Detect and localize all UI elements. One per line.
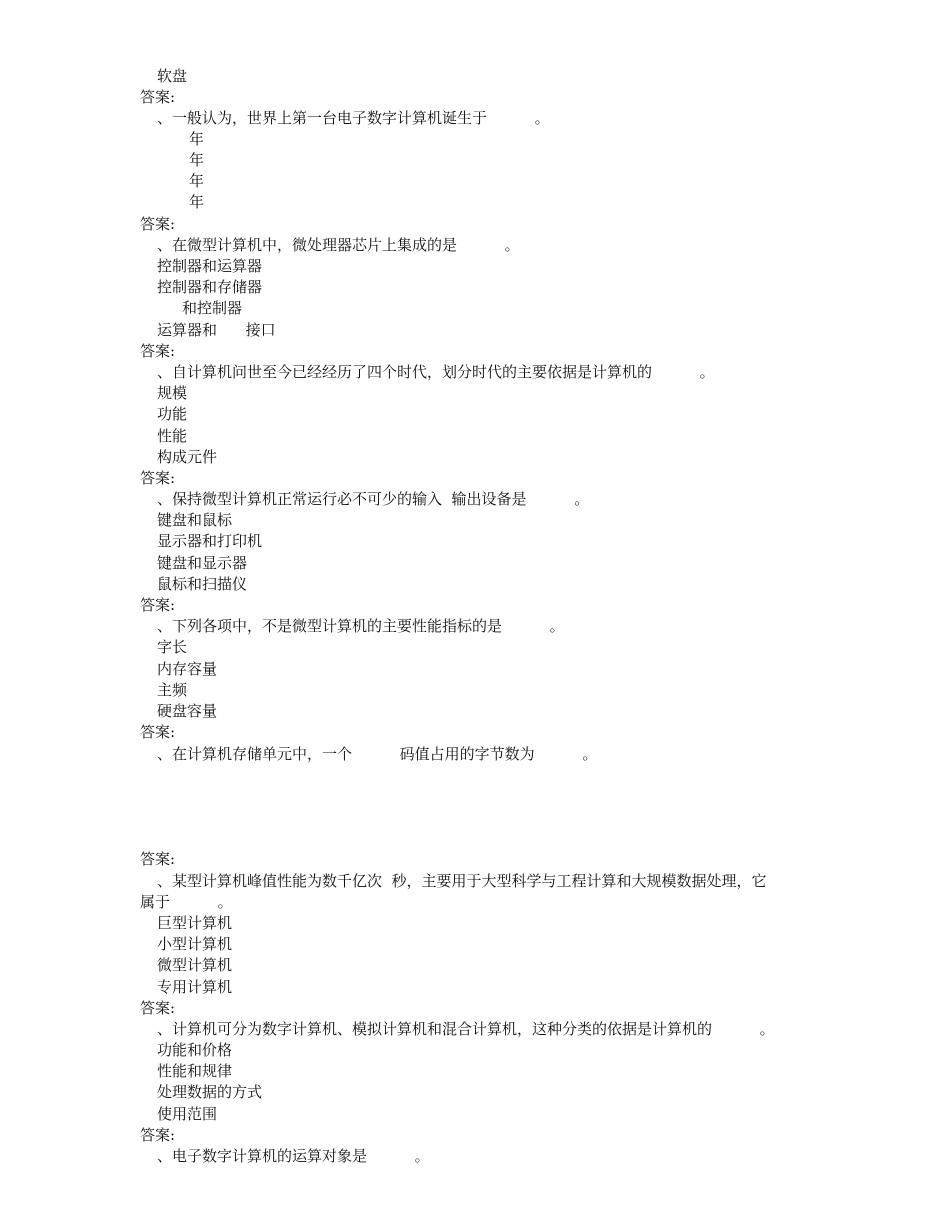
- answer-label: 答案:: [140, 723, 176, 741]
- option-line: 微型计算机: [157, 956, 233, 974]
- question-line: 、某型计算机峰值性能为数千亿次 秒，主要用于大型科学与工程计算和大规模数据处理，它: [157, 872, 767, 890]
- option-line: 字长: [157, 638, 188, 656]
- question-line: 、保持微型计算机正常运行必不可少的输入 输出设备是 。: [157, 490, 590, 508]
- option-line: 软盘: [157, 67, 188, 85]
- option-line: 硬盘容量: [157, 702, 218, 720]
- answer-label: 答案:: [140, 999, 176, 1017]
- option-line: 年: [189, 193, 205, 211]
- option-line: 性能: [157, 427, 188, 445]
- option-line: 键盘和鼠标: [157, 511, 233, 529]
- option-line: 内存容量: [157, 660, 218, 678]
- option-line: 控制器和存储器: [157, 278, 263, 296]
- option-line: 年: [189, 151, 205, 169]
- answer-label: 答案:: [140, 88, 176, 106]
- option-line: 键盘和显示器: [157, 554, 248, 572]
- answer-label: 答案:: [140, 850, 176, 868]
- option-line: 功能和价格: [157, 1041, 233, 1059]
- option-line: 年: [189, 130, 205, 148]
- question-line: 、下列各项中，不是微型计算机的主要性能指标的是 。: [157, 617, 565, 635]
- question-line: 、自计算机问世至今已经经历了四个时代，划分时代的主要依据是计算机的 。: [157, 363, 715, 381]
- answer-label: 答案:: [140, 1126, 176, 1144]
- option-line: 使用范围: [157, 1105, 218, 1123]
- answer-label: 答案:: [140, 215, 176, 233]
- option-line: 构成元件: [157, 448, 218, 466]
- option-line: 专用计算机: [157, 978, 233, 996]
- answer-label: 答案:: [140, 596, 176, 614]
- option-line: 规模: [157, 384, 188, 402]
- option-line: 和控制器: [182, 299, 243, 317]
- question-continuation: 属于 。: [140, 893, 233, 911]
- option-line: 运算器和 接口: [157, 321, 276, 339]
- option-line: 处理数据的方式: [157, 1083, 263, 1101]
- option-line: 小型计算机: [157, 935, 233, 953]
- option-line: 鼠标和扫描仪: [157, 575, 248, 593]
- question-line: 、在微型计算机中，微处理器芯片上集成的是 。: [157, 236, 520, 254]
- option-line: 主频: [157, 681, 188, 699]
- option-line: 功能: [157, 405, 188, 423]
- question-line: 、在计算机存储单元中，一个 码值占用的字节数为 。: [157, 745, 598, 763]
- answer-label: 答案:: [140, 469, 176, 487]
- option-line: 年: [189, 172, 205, 190]
- question-line: 、计算机可分为数字计算机、模拟计算机和混合计算机，这种分类的依据是计算机的 。: [157, 1020, 775, 1038]
- question-line: 、电子数字计算机的运算对象是 。: [157, 1147, 430, 1165]
- answer-label: 答案:: [140, 342, 176, 360]
- option-line: 性能和规律: [157, 1062, 233, 1080]
- question-line: 、一般认为，世界上第一台电子数字计算机诞生于 。: [157, 109, 550, 127]
- option-line: 控制器和运算器: [157, 257, 263, 275]
- option-line: 显示器和打印机: [157, 532, 263, 550]
- option-line: 巨型计算机: [157, 914, 233, 932]
